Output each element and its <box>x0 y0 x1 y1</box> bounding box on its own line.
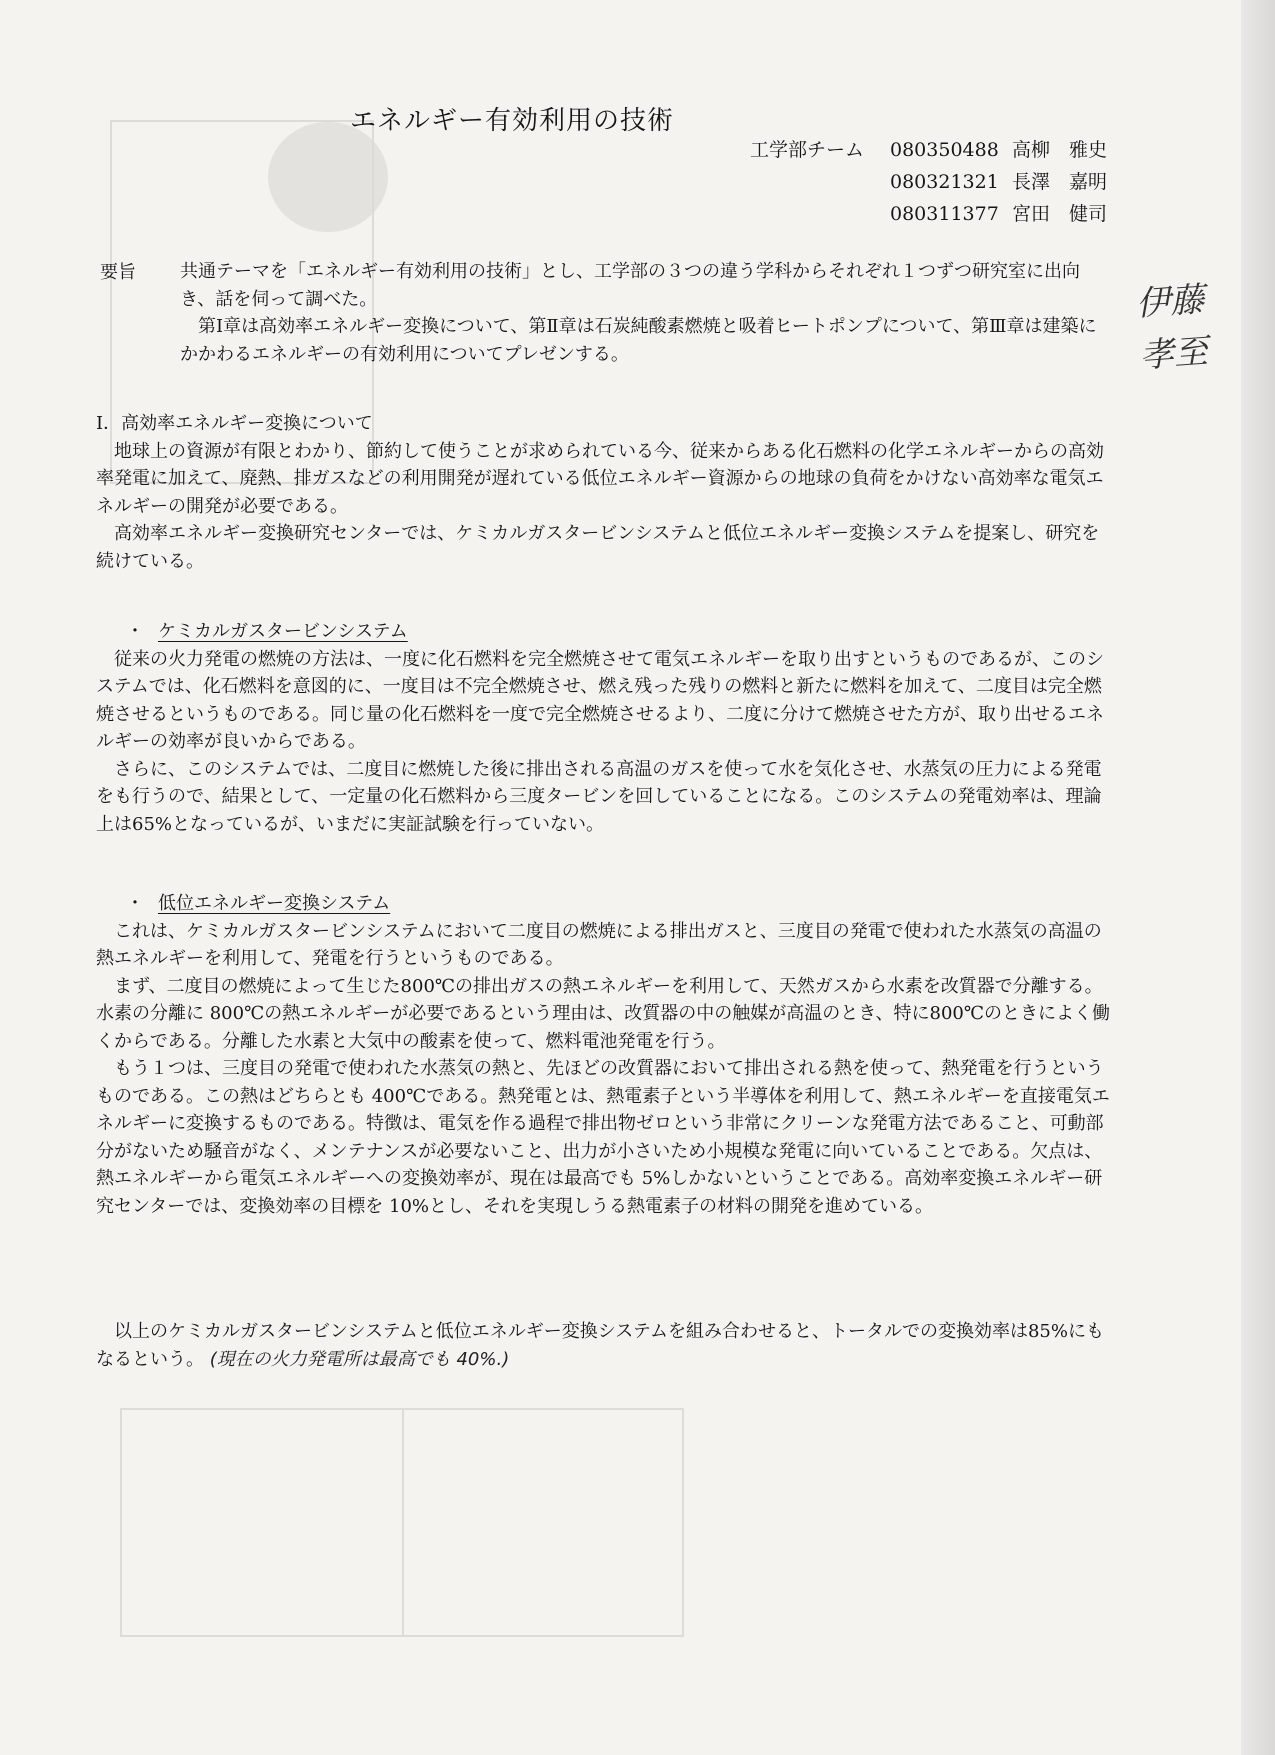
author-id: 080311377 <box>890 203 999 225</box>
body-paragraph: これは、ケミカルガスタービンシステムにおいて二度目の燃焼による排出ガスと、三度目の発電で使われた水蒸気の高温の熱エネルギーを利用して、発電を行うというものである。 <box>96 920 1102 969</box>
handwritten-line: 伊藤 <box>1134 279 1206 325</box>
subsection-low-grade-energy <box>96 890 1114 1220</box>
summary-block <box>180 258 1110 368</box>
section-heading: Ⅰ．高効率エネルギー変換について <box>96 413 373 434</box>
author-id: 080321321 <box>890 171 999 193</box>
document-title: エネルギー有効利用の技術 <box>350 106 675 136</box>
summary-paragraph: 第Ⅰ章は高効率エネルギー変換について、第Ⅱ章は石炭純酸素燃焼と吸着ヒートポンプについて、第Ⅲ章は建築にかかわるエネルギーの有効利用についてプレゼンする。 <box>180 316 1097 365</box>
author-row <box>750 134 1132 166</box>
team-label: 工学部チーム <box>750 139 865 161</box>
subsection-title: 低位エネルギー変換システム <box>158 893 391 914</box>
body-paragraph: さらに、このシステムでは、二度目に燃焼した後に排出される高温のガスを使って水を気化させ、水蒸気の圧力による発電をも行うので、結果として、一定量の化石燃料から三度タービンを回していることになる。このシステムの発電効率は、理論上は65%となっているが、いまだに実証試験を行っていない。 <box>96 758 1102 835</box>
bullet-mark: ・ <box>126 621 144 642</box>
bleed-through-figure <box>120 1408 684 1637</box>
bleed-through-figure-left <box>122 1410 404 1635</box>
bullet-mark: ・ <box>126 893 144 914</box>
author-name: 長澤 嘉明 <box>1012 171 1108 193</box>
subsection-heading <box>96 890 1114 918</box>
author-name: 宮田 健司 <box>1012 203 1108 225</box>
section-1 <box>96 410 1114 575</box>
author-block <box>750 134 1132 230</box>
author-name: 高柳 雅史 <box>1012 139 1108 161</box>
author-row <box>750 166 1132 198</box>
subsection-title: ケミカルガスタービンシステム <box>158 621 408 642</box>
conclusion-text: 以上のケミカルガスタービンシステムと低位エネルギー変換システムを組み合わせると、トータルでの変換効率は85%にもなるという。 <box>96 1321 1104 1370</box>
summary-paragraph: 共通テーマを「エネルギー有効利用の技術」とし、工学部の３つの違う学科からそれぞれ１つずつ研究室に出向き、話を伺って調べた。 <box>180 261 1080 310</box>
team-spacer <box>750 166 890 198</box>
subsection-chemical-gas-turbine <box>96 618 1114 838</box>
body-paragraph: まず、二度目の燃焼によって生じた800℃の排出ガスの熱エネルギーを利用して、天然ガスから水素を改質器で分離する。水素の分離に 800℃の熱エネルギーが必要であるという理由は、改質器の中の触媒が高温のとき、特に800℃のときによく働くからである。分離した水素と大気中の酸素を使って、燃料電池発電を行う。 <box>96 975 1110 1052</box>
bleed-through-figure-right <box>402 1410 682 1635</box>
body-paragraph: 地球上の資源が有限とわかり、節約して使うことが求められている今、従来からある化石燃料の化学エネルギーからの高効率発電に加えて、廃熱、排ガスなどの利用開発が遅れている低位エネルギー資源からの地球の負荷をかけない高効率な電気エネルギーの開発が必要である。 <box>96 440 1104 517</box>
page-edge-shadow <box>1241 0 1275 1755</box>
conclusion-paragraph <box>96 1318 1114 1373</box>
conclusion <box>96 1318 1114 1373</box>
team-spacer <box>750 198 890 230</box>
body-paragraph: 高効率エネルギー変換研究センターでは、ケミカルガスタービンシステムと低位エネルギー変換システムを提案し、研究を続けている。 <box>96 523 1100 572</box>
handwritten-note: (現在の火力発電所は最高でも 40%.) <box>209 1348 510 1370</box>
handwritten-margin-name <box>1134 274 1209 382</box>
body-paragraph: 従来の火力発電の燃焼の方法は、一度に化石燃料を完全燃焼させて電気エネルギーを取り出すというものであるが、このシステムでは、化石燃料を意図的に、一度目は不完全燃焼させ、燃え残った残りの燃料と新たに燃料を加えて、二度目は完全燃焼させるというものである。同じ量の化石燃料を一度で完全燃焼させるより、二度に分けて燃焼させた方が、取り出せるエネルギーの効率が良いからである。 <box>96 648 1104 752</box>
summary-label: 要旨 <box>100 262 136 283</box>
subsection-heading <box>96 618 1114 646</box>
handwritten-line: 孝至 <box>1138 331 1210 377</box>
author-id: 080350488 <box>890 139 999 161</box>
author-row <box>750 198 1132 230</box>
body-paragraph: もう１つは、三度目の発電で使われた水蒸気の熱と、先ほどの改質器において排出される熱を使って、熱発電を行うというものである。この熱はどちらとも 400℃である。熱発電とは、熱電素子という半導体を利用して、熱エネルギーを直接電気エネルギーに変換するものである。特徴は、電気を作る過程で排出物ゼロという非常にクリーンな発電方法であること、可動部分がないため騒音がなく、メンテナンスが必要ないこと、出力が小さいため小規模な発電に向いていることである。欠点は、熱エネルギーから電気エネルギーへの変換効率が、現在は最高でも 5%しかないということである。高効率変換エネルギー研究センターでは、変換効率の目標を 10%とし、それを実現しうる熱電素子の材料の開発を進めている。 <box>96 1058 1110 1217</box>
